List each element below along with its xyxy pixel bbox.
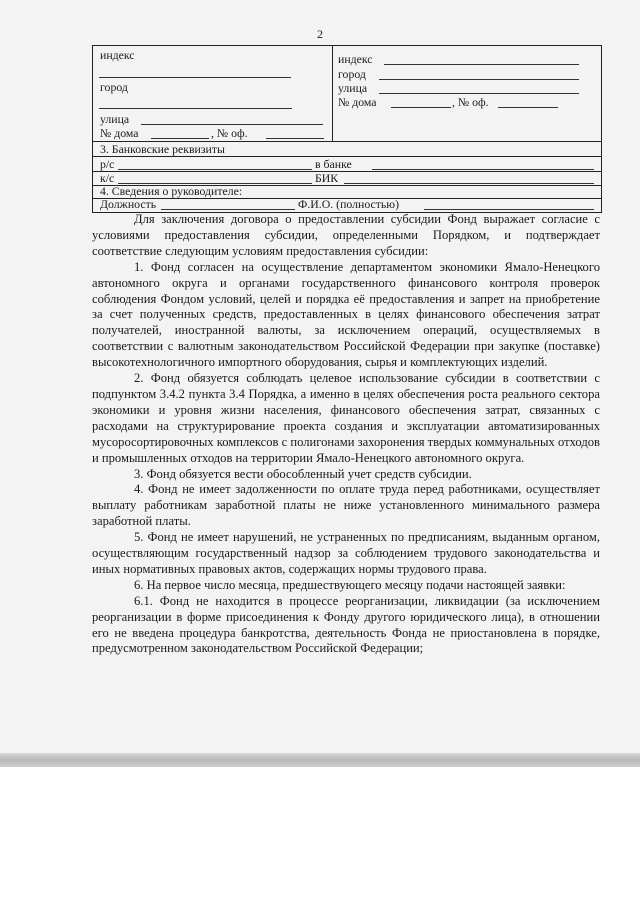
left-city-line — [99, 108, 292, 109]
clause-6: 6. На первое число месяца, предшествующего месяцу подачи настоящей заявки: — [134, 577, 566, 592]
clause-6-1: 6.1. Фонд не находится в процессе реорганизации, ликвидации (за исключением реорганизации в форме присоединения к Фонду другого юридического лица), в отношении его не введена процедура банкротства, деятельность Фонда не приостановлена в порядке, предусмотренном законодательством Российской Федерации; — [92, 593, 600, 656]
left-street-label: улица — [100, 112, 130, 126]
left-index-line — [99, 77, 291, 78]
right-index-label: индекс — [338, 52, 373, 66]
in-bank-line — [372, 169, 594, 170]
requisites-form — [92, 45, 602, 213]
head-section-title: 4. Сведения о руководителе: — [100, 184, 243, 198]
settlement-account-label: р/с — [100, 157, 115, 171]
left-index-label: индекс — [100, 48, 135, 62]
full-name-line — [424, 209, 594, 210]
bik-line — [344, 183, 594, 184]
right-city-line — [379, 79, 579, 80]
bank-section-title: 3. Банковские реквизиты — [100, 142, 225, 156]
left-city-label: город — [100, 80, 128, 94]
correspondent-account-label: к/с — [100, 171, 115, 185]
position-label: Должность — [100, 197, 157, 211]
clause-1: 1. Фонд согласен на осуществление департаментом экономики Ямало-Ненецкого автономного округа и органами государственного финансового контроля проверок соблюдения Фондом условий, целей и порядка её предоставления и запрет на приобретение за счет полученных средств, предоставленных в целях финансового обеспечения затрат получателей, иностранной валюты, за исключением операций, осуществляемых в соответствии с валютным законодательством Российской Федерации при закупке (поставке) высокотехнологичного импортного оборудования, сырья и комплектующих изделий. — [92, 259, 600, 370]
in-bank-label: в банке — [315, 157, 352, 171]
clause-4: 4. Фонд не имеет задолженности по оплате труда перед работниками, осуществляет выплату работникам заработной платы не ниже установленного минимального размера заработной платы. — [92, 482, 600, 529]
consent-text — [92, 212, 600, 657]
clause-2: 2. Фонд обязуется соблюдать целевое использование субсидии в соответствии с подпунктом 3.4.2 пункта 3.4 Порядка, а именно в целях обеспечения роста реального сектора экономики и уровня жизни населения, финансового обеспечения затрат, связанных с расходами на структурирование проекта создания и эксплуатации автоматизированных мусоросортировочных комплексов с полигонами захоронения твердых коммунальных отходов и промышленных отходов на территории Ямало-Ненецкого автономного округа. — [92, 371, 600, 465]
settlement-account-line — [118, 169, 312, 170]
right-street-label: улица — [338, 81, 368, 95]
right-office-label: , № оф. — [452, 95, 489, 109]
right-house-line — [391, 107, 451, 108]
left-office-line — [266, 138, 324, 139]
full-name-label: Ф.И.О. (полностью) — [298, 197, 400, 211]
right-index-line — [384, 64, 579, 65]
right-house-label: № дома — [338, 95, 377, 109]
page-number: 2 — [317, 27, 323, 41]
position-line — [161, 209, 295, 210]
column-divider — [332, 46, 333, 141]
left-office-label: , № оф. — [211, 126, 248, 140]
right-office-line — [498, 107, 558, 108]
left-house-label: № дома — [100, 126, 139, 140]
right-street-line — [379, 93, 579, 94]
page-bottom-edge — [0, 753, 640, 767]
left-house-line — [151, 138, 209, 139]
clause-3: 3. Фонд обязуется вести обособленный учет средств субсидии. — [134, 466, 472, 481]
bik-label: БИК — [315, 171, 339, 185]
right-city-label: город — [338, 67, 366, 81]
intro-paragraph: Для заключения договора о предоставлении субсидии Фонд выражает согласие с условиями предоставления субсидии, определенными Порядком, и подтверждает соответствие следующим условиям предоставления субсидии: — [92, 212, 600, 258]
form-divider-3 — [93, 171, 601, 172]
clause-5: 5. Фонд не имеет нарушений, не устраненных по предписаниям, выданным органом, осуществляющим государственный надзор за соблюдением трудового законодательства и иных нормативных правовых актов, содержащих нормы трудового права. — [92, 530, 600, 576]
left-street-line — [141, 124, 323, 125]
